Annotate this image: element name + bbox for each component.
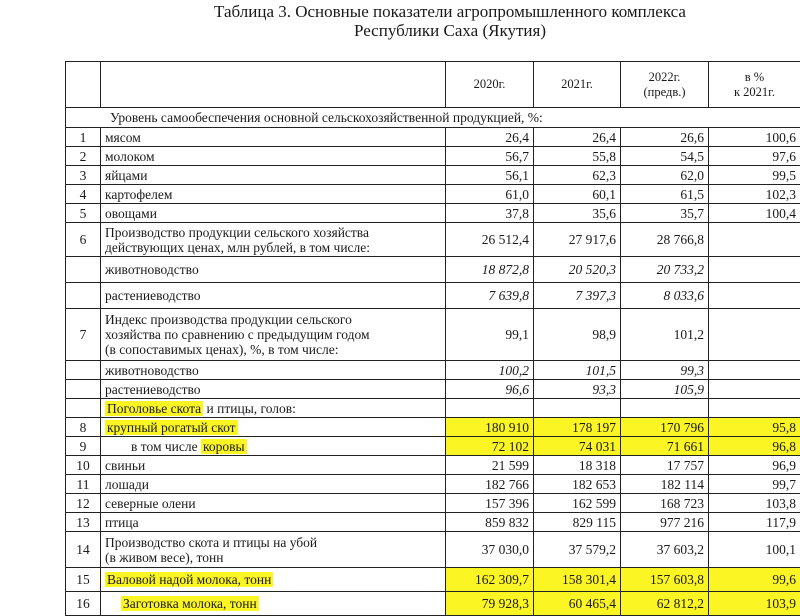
value-2020: 157 396: [446, 494, 534, 513]
value-pct: 99,7: [709, 475, 800, 494]
row-number: 5: [66, 204, 101, 223]
value-2022: 61,5: [621, 185, 709, 204]
value-pct: 103,9: [709, 592, 800, 616]
row-label: [101, 309, 446, 361]
value-2022: 168 723: [621, 494, 709, 513]
table-row: [66, 128, 800, 147]
header-pct: [709, 62, 800, 108]
row-label-line: хозяйства по сравнению с предыдущим годом: [105, 327, 441, 342]
table-row: [66, 147, 800, 166]
value-2020: 56,7: [446, 147, 534, 166]
value-2022: 170 796: [621, 418, 709, 437]
row-label-rest: и птицы, голов:: [203, 401, 296, 416]
value-2021: 829 115: [534, 513, 621, 532]
value-pct: [709, 257, 800, 283]
value-2022: 157 603,8: [621, 568, 709, 592]
value-2022: 8 033,6: [621, 283, 709, 309]
value-pct: 100,4: [709, 204, 800, 223]
row-number: 16: [66, 592, 101, 616]
table-row: [66, 283, 800, 309]
value-pct: 99,6: [709, 568, 800, 592]
table-row: [66, 257, 800, 283]
value-2021: 18 318: [534, 456, 621, 475]
row-number: 13: [66, 513, 101, 532]
value-2020: 100,2: [446, 361, 534, 380]
highlighted-label: коровы: [201, 439, 247, 454]
header-2022: [621, 62, 709, 108]
table-row: [66, 309, 800, 361]
section-label: Уровень самообеспечения основной сельскохозяйственной продукцией, %:: [66, 108, 800, 128]
value-2020: 26,4: [446, 128, 534, 147]
row-label: [101, 399, 446, 418]
value-2022: 26,6: [621, 128, 709, 147]
row-number: 11: [66, 475, 101, 494]
value-2020: 37 030,0: [446, 532, 534, 568]
value-2021: 158 301,4: [534, 568, 621, 592]
header-label: [101, 62, 446, 108]
row-label-line: действующих ценах, млн рублей, в том числе:: [105, 240, 441, 255]
value-2022: 28 766,8: [621, 223, 709, 257]
value-2021: 35,6: [534, 204, 621, 223]
table-row: [66, 380, 800, 399]
table-row: [66, 166, 800, 185]
row-label-line: (в сопоставимых ценах), %, в том числе:: [105, 342, 441, 357]
header-row: [66, 62, 800, 108]
row-label: лошади: [101, 475, 446, 494]
value-2021: 26,4: [534, 128, 621, 147]
value-2022: 17 757: [621, 456, 709, 475]
header-num: [66, 62, 101, 108]
value-2020: 79 928,3: [446, 592, 534, 616]
value-2021: 60,1: [534, 185, 621, 204]
row-label: мясом: [101, 128, 446, 147]
highlighted-label: Валовой надой молока, тонн: [105, 572, 273, 587]
row-label: северные олени: [101, 494, 446, 513]
value-2022: 101,2: [621, 309, 709, 361]
row-number: [66, 399, 101, 418]
row-number: 9: [66, 437, 101, 456]
row-number: 10: [66, 456, 101, 475]
row-label: яйцами: [101, 166, 446, 185]
row-number: 7: [66, 309, 101, 361]
table-row: [66, 513, 800, 532]
table-row: [66, 204, 800, 223]
header-pct-line2: к 2021г.: [713, 85, 796, 100]
row-label-prefix: в том числе: [131, 439, 201, 454]
value-pct: 96,8: [709, 437, 800, 456]
row-label-line: Производство скота и птицы на убой: [105, 535, 441, 550]
value-2020: 96,6: [446, 380, 534, 399]
value-2020: 61,0: [446, 185, 534, 204]
value-2022: 54,5: [621, 147, 709, 166]
value-2021: 60 465,4: [534, 592, 621, 616]
table-row: [66, 532, 800, 568]
row-label: животноводство: [101, 361, 446, 380]
value-2020: 37,8: [446, 204, 534, 223]
value-2020: 99,1: [446, 309, 534, 361]
table-row: [66, 592, 800, 616]
row-number: [66, 257, 101, 283]
row-label: свиньи: [101, 456, 446, 475]
value-pct: 100,6: [709, 128, 800, 147]
value-2021: 98,9: [534, 309, 621, 361]
row-label: картофелем: [101, 185, 446, 204]
row-label: [101, 592, 446, 616]
value-2021: 162 599: [534, 494, 621, 513]
value-2020: 162 309,7: [446, 568, 534, 592]
row-number: 1: [66, 128, 101, 147]
value-pct: 100,1: [709, 532, 800, 568]
value-pct: 96,9: [709, 456, 800, 475]
table-row: [66, 185, 800, 204]
title-line-2: Республики Саха (Якутия): [190, 21, 710, 40]
row-number: [66, 283, 101, 309]
value-pct: [709, 223, 800, 257]
section-row-selfsufficiency: [66, 108, 800, 128]
section-row-livestock: [66, 399, 800, 418]
title-line-1: Таблица 3. Основные показатели агропромышленного комплекса: [214, 2, 686, 21]
value-2021: 178 197: [534, 418, 621, 437]
table-title: [190, 2, 710, 40]
value-2021: 7 397,3: [534, 283, 621, 309]
value-2021: 74 031: [534, 437, 621, 456]
value-pct: [709, 361, 800, 380]
row-number: [66, 380, 101, 399]
header-pct-line1: в %: [713, 70, 796, 85]
value-2021: 182 653: [534, 475, 621, 494]
value-pct: [709, 283, 800, 309]
row-label: [101, 418, 446, 437]
table-row: [66, 475, 800, 494]
value-2022: 37 603,2: [621, 532, 709, 568]
value-2021: 37 579,2: [534, 532, 621, 568]
row-label: [101, 437, 446, 456]
row-label: [101, 223, 446, 257]
header-2021: 2021г.: [534, 62, 621, 108]
value-pct: 95,8: [709, 418, 800, 437]
header-2020: 2020г.: [446, 62, 534, 108]
value-pct: 117,9: [709, 513, 800, 532]
table-row: [66, 361, 800, 380]
row-number: 12: [66, 494, 101, 513]
row-label: [101, 568, 446, 592]
table-row: [66, 418, 800, 437]
value-2020: 180 910: [446, 418, 534, 437]
row-number: [66, 361, 101, 380]
value-2022: 62 812,2: [621, 592, 709, 616]
row-label-line: Производство продукции сельского хозяйства: [105, 225, 441, 240]
value-pct: [709, 380, 800, 399]
table-row: [66, 456, 800, 475]
value-2022: 62,0: [621, 166, 709, 185]
table-row: [66, 437, 800, 456]
value-pct: 99,5: [709, 166, 800, 185]
row-number: 3: [66, 166, 101, 185]
header-2022-year: 2022г.: [625, 70, 704, 85]
row-number: 8: [66, 418, 101, 437]
table-row: [66, 568, 800, 592]
value-2021: 20 520,3: [534, 257, 621, 283]
value-pct: 103,8: [709, 494, 800, 513]
row-label-line: (в живом весе), тонн: [105, 550, 441, 565]
row-number: 15: [66, 568, 101, 592]
value-2021: 101,5: [534, 361, 621, 380]
row-label: [101, 532, 446, 568]
agro-indicators-table: [65, 61, 800, 616]
row-label-line: Индекс производства продукции сельского: [105, 312, 441, 327]
value-2022: 99,3: [621, 361, 709, 380]
header-2022-note: (предв.): [625, 85, 704, 100]
value-2022: 20 733,2: [621, 257, 709, 283]
row-label: молоком: [101, 147, 446, 166]
value-2022: 105,9: [621, 380, 709, 399]
table-row: [66, 494, 800, 513]
empty-cell: [709, 399, 800, 418]
highlighted-label: Заготовка молока, тонн: [121, 596, 259, 611]
row-number: 2: [66, 147, 101, 166]
value-2022: 71 661: [621, 437, 709, 456]
value-2021: 55,8: [534, 147, 621, 166]
value-2021: 62,3: [534, 166, 621, 185]
row-label: птица: [101, 513, 446, 532]
row-number: 6: [66, 223, 101, 257]
value-2021: 27 917,6: [534, 223, 621, 257]
value-2020: 18 872,8: [446, 257, 534, 283]
value-2020: 182 766: [446, 475, 534, 494]
empty-cell: [446, 399, 534, 418]
value-2022: 35,7: [621, 204, 709, 223]
value-2020: 72 102: [446, 437, 534, 456]
value-2022: 977 216: [621, 513, 709, 532]
empty-cell: [534, 399, 621, 418]
row-number: 4: [66, 185, 101, 204]
value-pct: [709, 309, 800, 361]
value-pct: 102,3: [709, 185, 800, 204]
value-2021: 93,3: [534, 380, 621, 399]
row-label: животноводство: [101, 257, 446, 283]
value-2020: 21 599: [446, 456, 534, 475]
highlighted-label: крупный рогатый скот: [105, 420, 238, 435]
row-number: 14: [66, 532, 101, 568]
row-label: растениеводство: [101, 283, 446, 309]
highlighted-label: Поголовье скота: [105, 401, 203, 416]
value-2022: 182 114: [621, 475, 709, 494]
value-2020: 56,1: [446, 166, 534, 185]
empty-cell: [621, 399, 709, 418]
value-2020: 26 512,4: [446, 223, 534, 257]
value-2020: 859 832: [446, 513, 534, 532]
row-label: растениеводство: [101, 380, 446, 399]
value-2020: 7 639,8: [446, 283, 534, 309]
value-pct: 97,6: [709, 147, 800, 166]
row-label: овощами: [101, 204, 446, 223]
table-row: [66, 223, 800, 257]
